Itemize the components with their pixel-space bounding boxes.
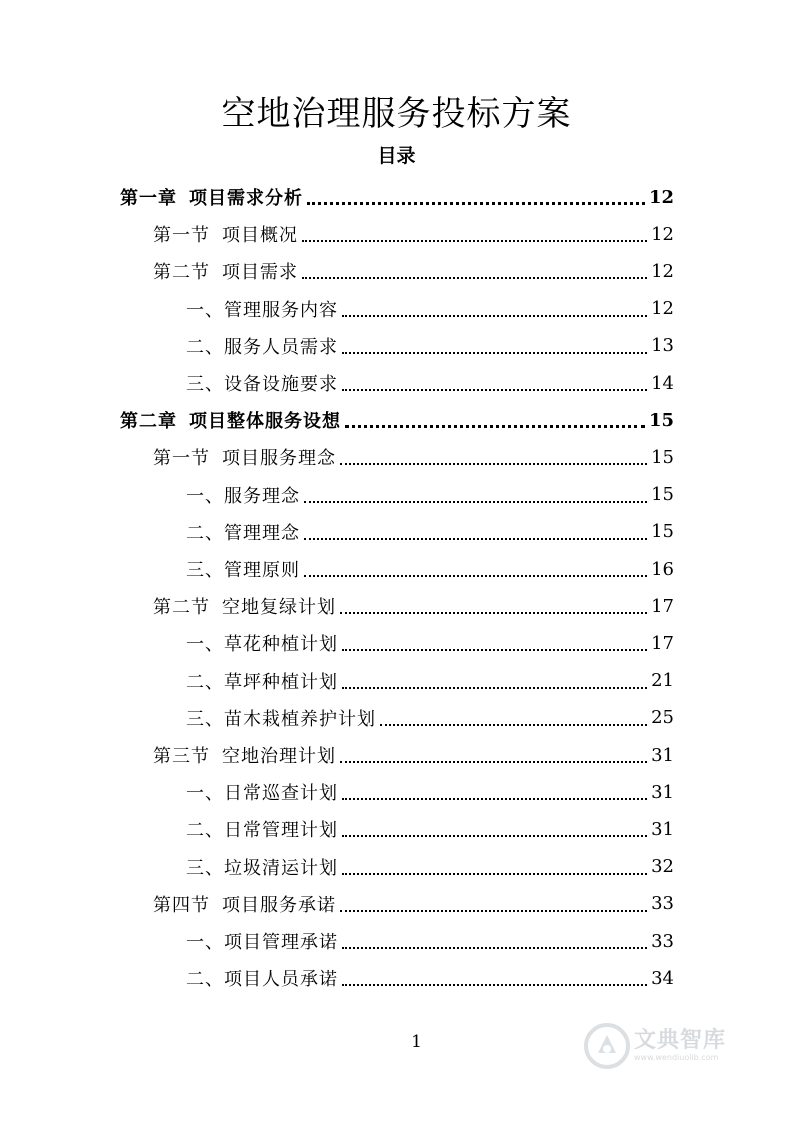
toc-entry-page: 15 [651, 484, 674, 506]
toc-entry-number: 三、 [186, 374, 224, 395]
toc-dot-leader [345, 424, 645, 428]
toc-entry[interactable] [186, 366, 674, 400]
toc-entry-title: 草花种植计划 [224, 634, 338, 656]
toc-entry[interactable] [120, 403, 674, 437]
toc-entry[interactable] [153, 217, 674, 251]
toc-entry-label [153, 221, 298, 247]
toc-dot-leader [304, 574, 647, 577]
toc-entry-page: 15 [651, 521, 674, 543]
toc-entry-label [186, 370, 338, 396]
toc-entry[interactable] [186, 515, 674, 549]
toc-entry-page: 17 [651, 632, 674, 654]
toc-entry[interactable] [153, 738, 674, 772]
toc-entry-title: 草坪种植计划 [224, 671, 338, 693]
toc-entry-label [186, 779, 338, 805]
toc-entry-title: 日常巡查计划 [224, 783, 338, 805]
toc-dot-leader [340, 462, 647, 465]
toc-entry-number: 一、 [186, 634, 224, 656]
toc-entry[interactable] [120, 180, 674, 214]
toc-entry-page: 31 [651, 818, 674, 840]
toc-entry-number: 第二节 [153, 597, 210, 619]
toc-entry-page: 12 [651, 298, 674, 320]
toc-dot-leader [302, 276, 647, 279]
toc-entry-title: 项目服务承诺 [222, 894, 336, 916]
toc-entry-label [153, 258, 298, 284]
toc-entry-number: 第二章 [120, 411, 177, 433]
toc-entry[interactable] [186, 850, 674, 884]
toc-entry-number: 一、 [186, 932, 224, 953]
toc-entry[interactable] [186, 775, 674, 809]
toc-dot-leader [342, 314, 647, 317]
toc-entry-page: 31 [651, 744, 674, 766]
toc-entry-title: 空地治理计划 [222, 746, 336, 767]
toc-entry-label [153, 444, 336, 470]
toc-dot-leader [342, 351, 647, 354]
toc-entry-number: 二、 [186, 336, 224, 358]
toc-entry-label [120, 407, 341, 433]
toc-entry-label [186, 630, 338, 656]
toc-entry-title: 项目需求分析 [189, 188, 303, 209]
toc-entry-title: 日常管理计划 [224, 820, 338, 842]
toc-entry-title: 项目服务理念 [222, 448, 336, 470]
toc-entry-page: 33 [651, 930, 674, 952]
toc-entry-label [186, 519, 300, 545]
toc-entry-title: 管理原则 [224, 560, 300, 581]
toc-entry-number: 一、 [186, 783, 224, 805]
toc-entry-label [186, 854, 338, 880]
toc-entry-page: 32 [651, 856, 674, 878]
toc-entry-page: 14 [651, 372, 674, 394]
watermark-name: 文典智库 [634, 1028, 727, 1053]
toc-dot-leader [340, 611, 647, 614]
toc-entry-label [186, 928, 338, 954]
toc-entry-label [186, 296, 338, 322]
toc-entry[interactable] [186, 961, 674, 995]
toc-entry-label [153, 593, 336, 619]
toc-entry-number: 二、 [186, 671, 224, 693]
toc-entry-page: 21 [651, 670, 674, 692]
toc-dot-leader [342, 946, 647, 949]
toc-dot-leader [304, 537, 647, 540]
toc-entry-number: 第三节 [153, 746, 210, 767]
toc-entry-number: 一、 [186, 485, 224, 507]
toc-entry-page: 25 [651, 707, 674, 729]
toc-entry-label [186, 965, 338, 991]
toc-entry[interactable] [186, 329, 674, 363]
toc-entry-number: 第二节 [153, 262, 210, 284]
toc-entry-page: 31 [651, 781, 674, 803]
toc-entry[interactable] [186, 664, 674, 698]
toc-entry-page: 12 [651, 223, 674, 245]
toc-entry-label [186, 482, 300, 508]
toc-entry-page: 12 [648, 186, 674, 208]
toc-entry-page: 16 [651, 558, 674, 580]
toc-entry-title: 项目管理承诺 [224, 932, 338, 953]
toc-entry-number: 第一节 [153, 448, 210, 470]
page-number: 1 [411, 1032, 422, 1052]
toc-dot-leader [342, 834, 647, 837]
toc-dot-leader [340, 760, 647, 763]
toc-entry-title: 空地复绿计划 [222, 597, 336, 619]
toc-entry-number: 一、 [186, 299, 224, 321]
toc-entry[interactable] [153, 887, 674, 921]
toc-entry-label [186, 668, 338, 694]
toc-entry-number: 二、 [186, 522, 224, 544]
watermark-url: www.wendiuolib.com [634, 1053, 719, 1062]
toc-entry-title: 项目概况 [222, 225, 298, 247]
toc-entry-title: 服务理念 [224, 485, 300, 507]
toc-entry-label [186, 816, 338, 842]
toc-entry-page: 13 [651, 335, 674, 357]
toc-dot-leader [302, 239, 647, 242]
toc-dot-leader [342, 797, 647, 800]
toc-entry[interactable] [186, 812, 674, 846]
toc-entry-number: 三、 [186, 560, 224, 581]
toc-entry-number: 第一章 [120, 188, 177, 209]
toc-dot-leader [340, 909, 647, 912]
toc-entry-label [186, 705, 376, 731]
toc-dot-leader [342, 388, 647, 391]
toc-entry[interactable] [186, 701, 674, 735]
toc-dot-leader [342, 983, 647, 986]
toc-entry-page: 17 [651, 595, 674, 617]
toc-dot-leader [342, 648, 647, 651]
toc-entry-page: 12 [651, 260, 674, 282]
toc-entry-page: 15 [648, 409, 674, 431]
toc-dot-leader [304, 500, 647, 503]
toc-entry[interactable] [186, 924, 674, 958]
toc-entry-number: 二、 [186, 969, 224, 991]
toc-entry-number: 二、 [186, 820, 224, 842]
toc-entry-label [186, 333, 338, 359]
toc-entry[interactable] [153, 589, 674, 623]
toc-entry-label [120, 184, 303, 210]
toc-entry-number: 三、 [186, 857, 224, 879]
toc-entry-title: 设备设施要求 [224, 374, 338, 395]
toc-entry-title: 服务人员需求 [224, 336, 338, 358]
toc-entry[interactable] [186, 478, 674, 512]
toc-dot-leader [342, 686, 647, 689]
toc-entry-number: 第四节 [153, 894, 210, 916]
toc-entry[interactable] [186, 626, 674, 660]
toc-entry-page: 15 [651, 446, 674, 468]
toc-entry[interactable] [186, 552, 674, 586]
document-title: 空地治理服务投标方案 [221, 94, 572, 134]
wendian-logo-icon [584, 1023, 630, 1069]
toc-entry[interactable] [153, 440, 674, 474]
toc-entry-page: 34 [651, 967, 674, 989]
toc-entry-label [153, 742, 336, 768]
toc-dot-leader [342, 872, 647, 875]
toc-dot-leader [307, 201, 645, 205]
toc-entry-title: 管理理念 [224, 522, 300, 544]
toc-heading: 目录 [377, 145, 416, 167]
toc-entry-title: 垃圾清运计划 [224, 857, 338, 879]
toc-entry-number: 三、 [186, 708, 224, 730]
toc-entry[interactable] [186, 292, 674, 326]
toc-entry-title: 项目需求 [222, 262, 298, 284]
toc-entry-label [186, 556, 300, 582]
toc-entry-title: 苗木栽植养护计划 [224, 708, 376, 730]
toc-entry-title: 管理服务内容 [224, 299, 338, 321]
toc-dot-leader [380, 723, 647, 726]
watermark [584, 1019, 754, 1073]
toc-entry[interactable] [153, 254, 674, 288]
toc-entry-label [153, 891, 336, 917]
toc-entry-page: 33 [651, 893, 674, 915]
toc-entry-title: 项目人员承诺 [224, 969, 338, 991]
toc-entry-title: 项目整体服务设想 [189, 411, 341, 433]
toc-entry-number: 第一节 [153, 225, 210, 247]
